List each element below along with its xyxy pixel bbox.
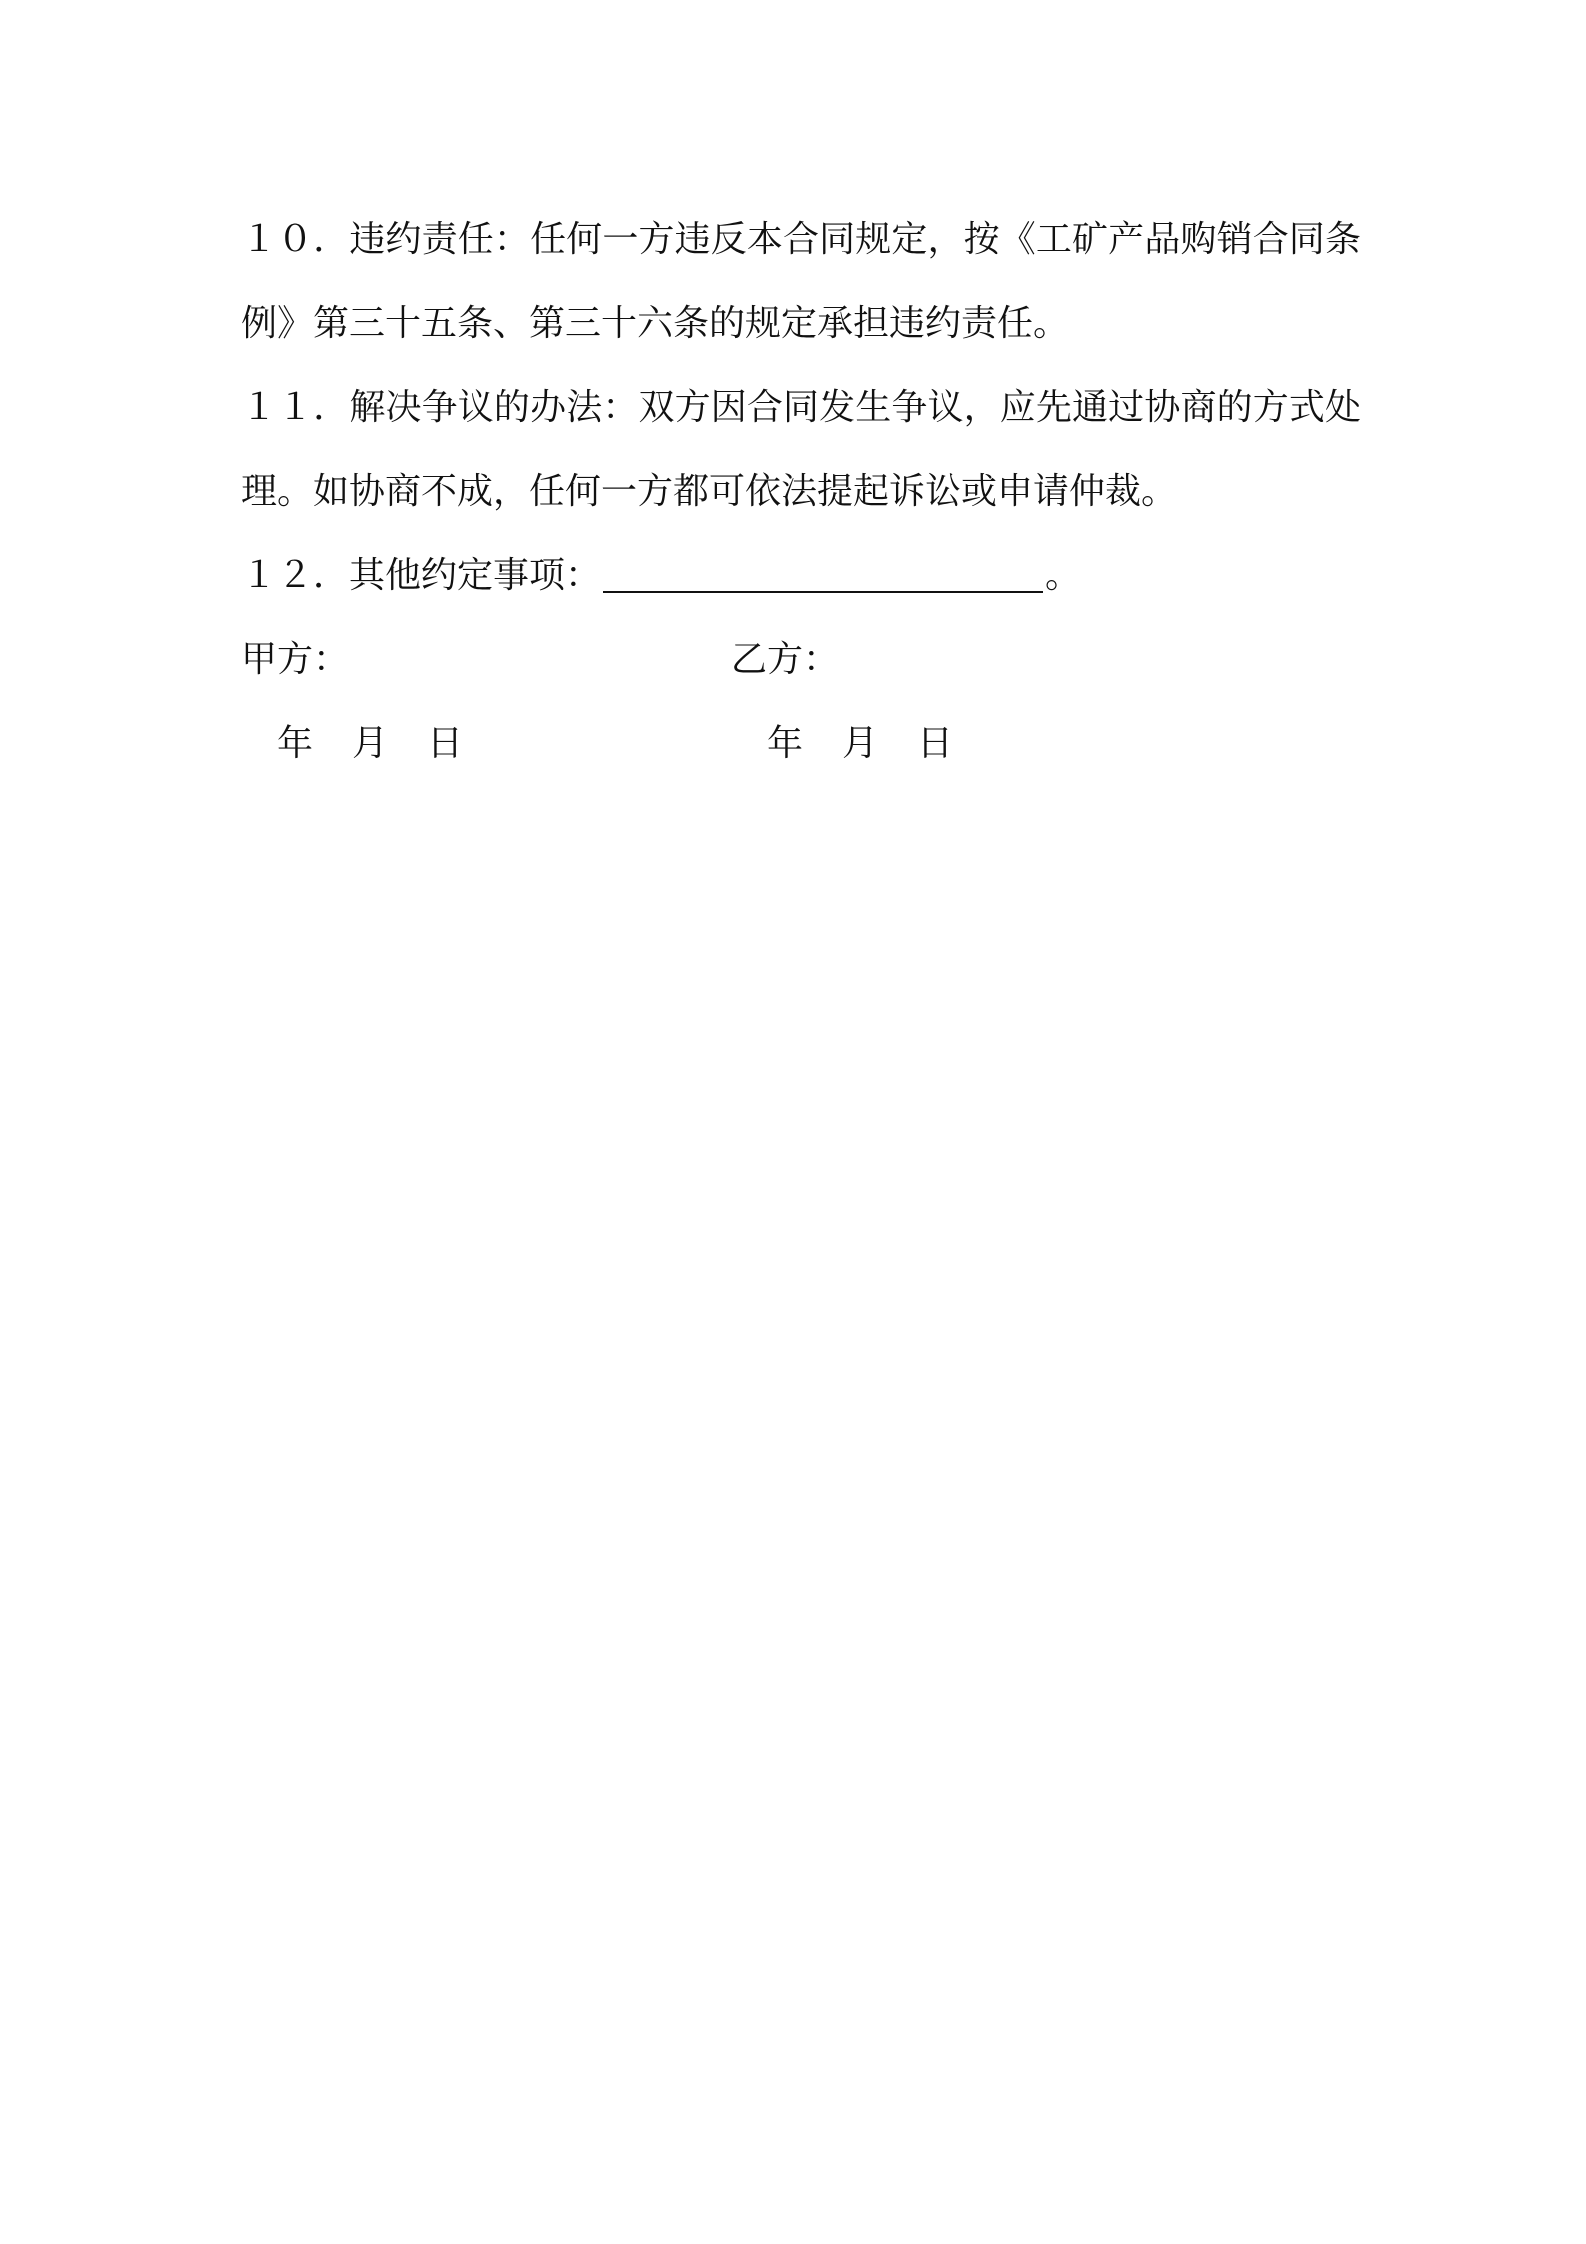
day-label: 日 <box>427 723 464 764</box>
date-row <box>241 702 1361 786</box>
clause-text: 解决争议的办法：双方因合同发生争议，应先通过协商的方式处理。如协商不成，任何一方都可依法提起诉讼或申请仲裁。 <box>241 387 1361 512</box>
clause-number: １０． <box>241 219 350 260</box>
clause-number: １１． <box>241 387 350 428</box>
year-label: 年 <box>277 723 314 764</box>
other-terms-blank-line[interactable] <box>603 549 1043 593</box>
party-a-date <box>277 702 502 786</box>
party-b-label: 乙方： <box>731 639 840 680</box>
clause-suffix: 。 <box>1045 555 1082 596</box>
signature-row <box>241 618 1361 702</box>
clause-11 <box>241 366 1361 534</box>
day-label: 日 <box>917 723 954 764</box>
clause-12 <box>241 534 1361 618</box>
clause-10 <box>241 198 1361 366</box>
party-b-date <box>767 702 992 786</box>
month-label: 月 <box>352 723 389 764</box>
clause-text: 违约责任：任何一方违反本合同规定，按《工矿产品购销合同条例》第三十五条、第三十六条的规定承担违约责任。 <box>241 219 1361 344</box>
contract-body <box>241 198 1361 786</box>
clause-number: １２． <box>241 555 350 596</box>
clause-label: 其他约定事项： <box>349 555 602 596</box>
year-label: 年 <box>767 723 804 764</box>
party-a-label: 甲方： <box>241 639 350 680</box>
month-label: 月 <box>842 723 879 764</box>
